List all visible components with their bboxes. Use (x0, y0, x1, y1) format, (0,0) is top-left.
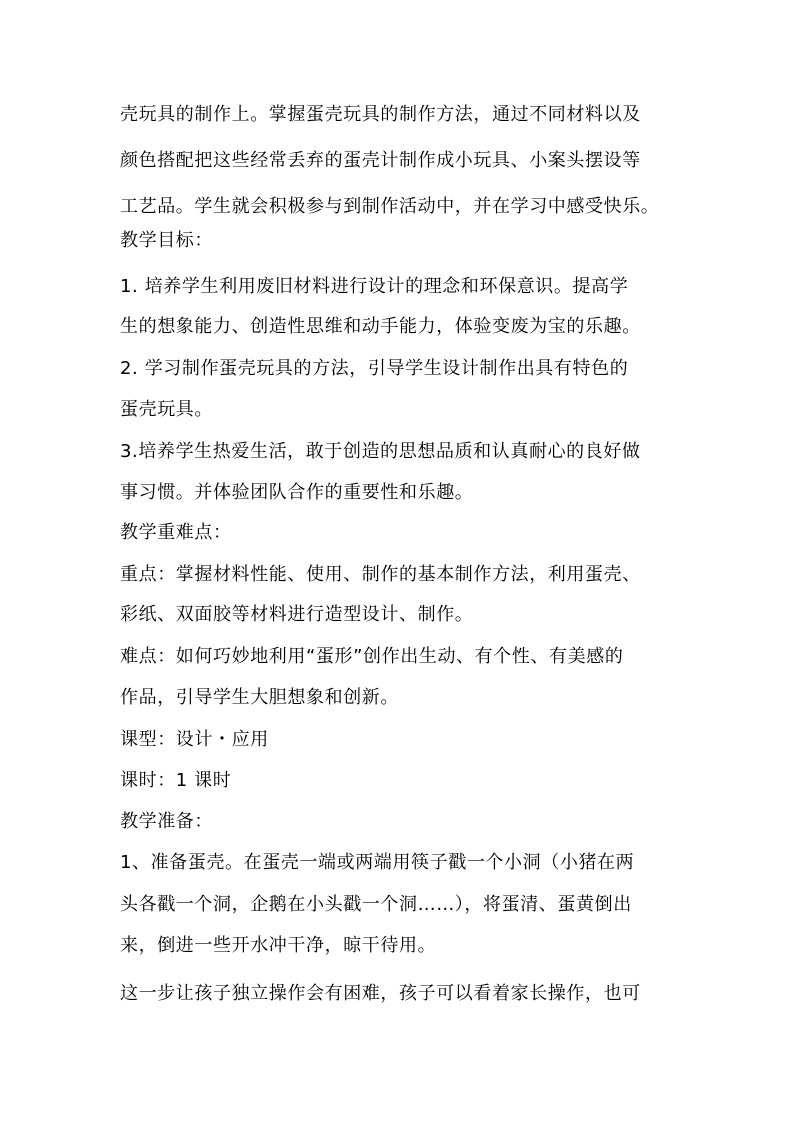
lesson-type-line: 课型：设计・应用 (120, 729, 269, 750)
section-heading-key-points: 教学重难点： (120, 522, 232, 543)
paragraph-line: 颜色搭配把这些经常丢弃的蛋壳计制作成小玩具、小案头摆设等 (120, 150, 641, 171)
objective-line: 事习惯。并体验团队合作的重要性和乐趣。 (120, 482, 474, 503)
paragraph-line: 壳玩具的制作上。掌握蛋壳玩具的制作方法，通过不同材料以及 (120, 104, 641, 125)
preparation-line: 头各戳一个洞，企鹅在小头戳一个洞……），将蛋清、蛋黄倒出 (120, 894, 632, 915)
key-point-line: 重点：掌握材料性能、使用、制作的基本制作方法，利用蛋壳、 (120, 564, 641, 585)
section-heading-preparation: 教学准备： (120, 811, 213, 832)
difficulty-line: 难点：如何巧妙地利用“蛋形”创作出生动、有个性、有美感的 (120, 646, 624, 667)
section-heading-objectives: 教学目标： (120, 230, 213, 251)
key-point-line: 彩纸、双面胶等材料进行造型设计、制作。 (120, 604, 474, 625)
objective-line: 1. 培养学生利用废旧材料进行设计的理念和环保意识。提高学 (120, 276, 629, 297)
paragraph-line: 工艺品。学生就会积极参与到制作活动中，并在学习中感受快乐。 (120, 196, 660, 217)
objective-line: 3.培养学生热爱生活，敢于创造的思想品质和认真耐心的良好做 (120, 441, 641, 462)
lesson-hours-line: 课时：1 课时 (120, 770, 232, 791)
preparation-line: 来，倒进一些开水冲干净，晾干待用。 (120, 935, 437, 956)
difficulty-line: 作品，引导学生大胆想象和创新。 (120, 687, 399, 708)
objective-line: 2. 学习制作蛋壳玩具的方法，引导学生设计制作出具有特色的 (120, 358, 629, 379)
preparation-line: 这一步让孩子独立操作会有困难，孩子可以看着家长操作，也可 (120, 983, 641, 1004)
objective-line: 蛋壳玩具。 (120, 399, 213, 420)
objective-line: 生的想象能力、创造性思维和动手能力，体验变废为宝的乐趣。 (120, 316, 641, 337)
preparation-line: 1、准备蛋壳。在蛋壳一端或两端用筷子戳一个小洞（小猪在两 (120, 852, 635, 873)
